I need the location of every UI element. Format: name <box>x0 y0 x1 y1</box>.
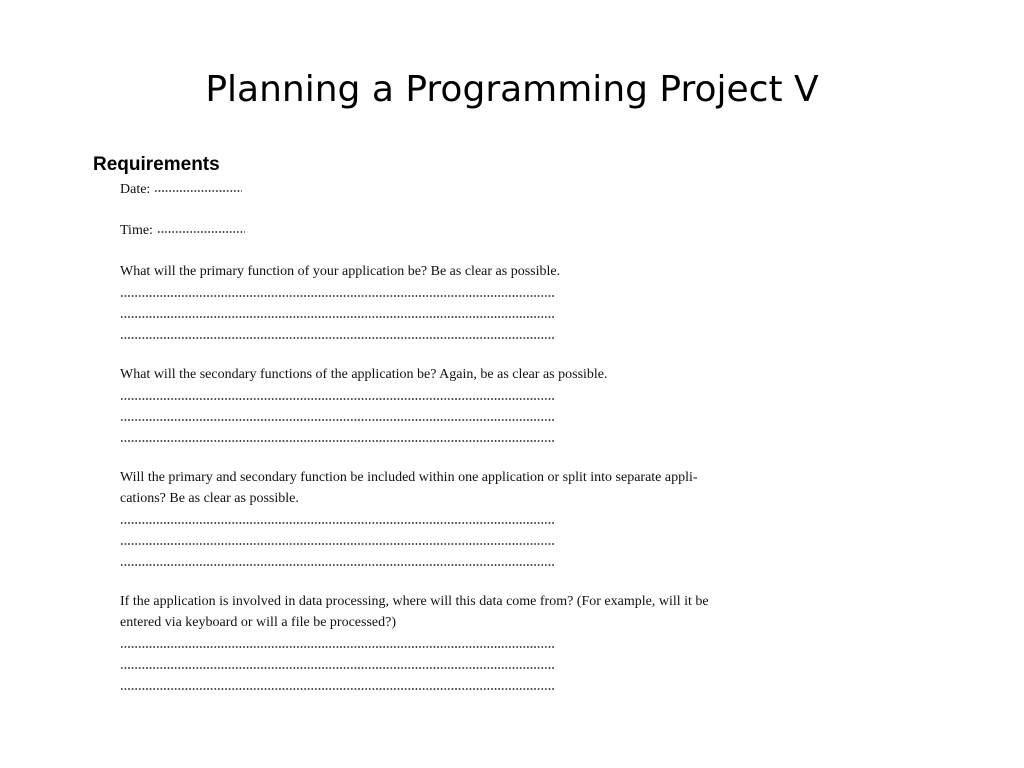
question-secondary-functions <box>120 364 913 448</box>
question-primary-function <box>120 261 913 345</box>
question-text: What will the primary function of your application be? Be as clear as possible. <box>120 264 561 279</box>
requirements-form <box>93 150 913 696</box>
answer-line[interactable] <box>120 303 555 324</box>
answer-line[interactable] <box>120 654 555 675</box>
answer-line[interactable] <box>120 324 555 345</box>
answer-line[interactable] <box>120 509 555 530</box>
question-text: What will the secondary functions of the application be? Again, be as clear as possible. <box>120 367 608 382</box>
answer-line[interactable] <box>120 427 555 448</box>
answer-line[interactable] <box>120 675 555 696</box>
question-single-or-split <box>120 467 913 572</box>
question-text-line2: entered via keyboard or will a file be processed?) <box>120 615 396 630</box>
question-text-line1: If the application is involved in data processing, where will this data come from? (For example, will it be <box>120 594 709 609</box>
answer-line[interactable] <box>120 551 555 572</box>
slide-title: Planning a Programming Project V <box>205 69 819 110</box>
date-field <box>120 180 913 200</box>
time-field <box>120 221 913 241</box>
answer-line[interactable] <box>120 530 555 551</box>
form-heading: Requirements <box>93 154 220 175</box>
time-blank[interactable] <box>157 230 245 234</box>
question-text-line1: Will the primary and secondary function be included within one application or split into separate appli- <box>120 470 698 485</box>
date-label: Date: <box>120 182 151 197</box>
time-label: Time: <box>120 223 153 238</box>
answer-line[interactable] <box>120 633 555 654</box>
question-data-source <box>120 591 913 696</box>
answer-line[interactable] <box>120 385 555 406</box>
question-text-line2: cations? Be as clear as possible. <box>120 491 299 506</box>
answer-line[interactable] <box>120 406 555 427</box>
answer-line[interactable] <box>120 282 555 303</box>
form-fields <box>120 180 913 696</box>
date-blank[interactable] <box>154 189 242 193</box>
